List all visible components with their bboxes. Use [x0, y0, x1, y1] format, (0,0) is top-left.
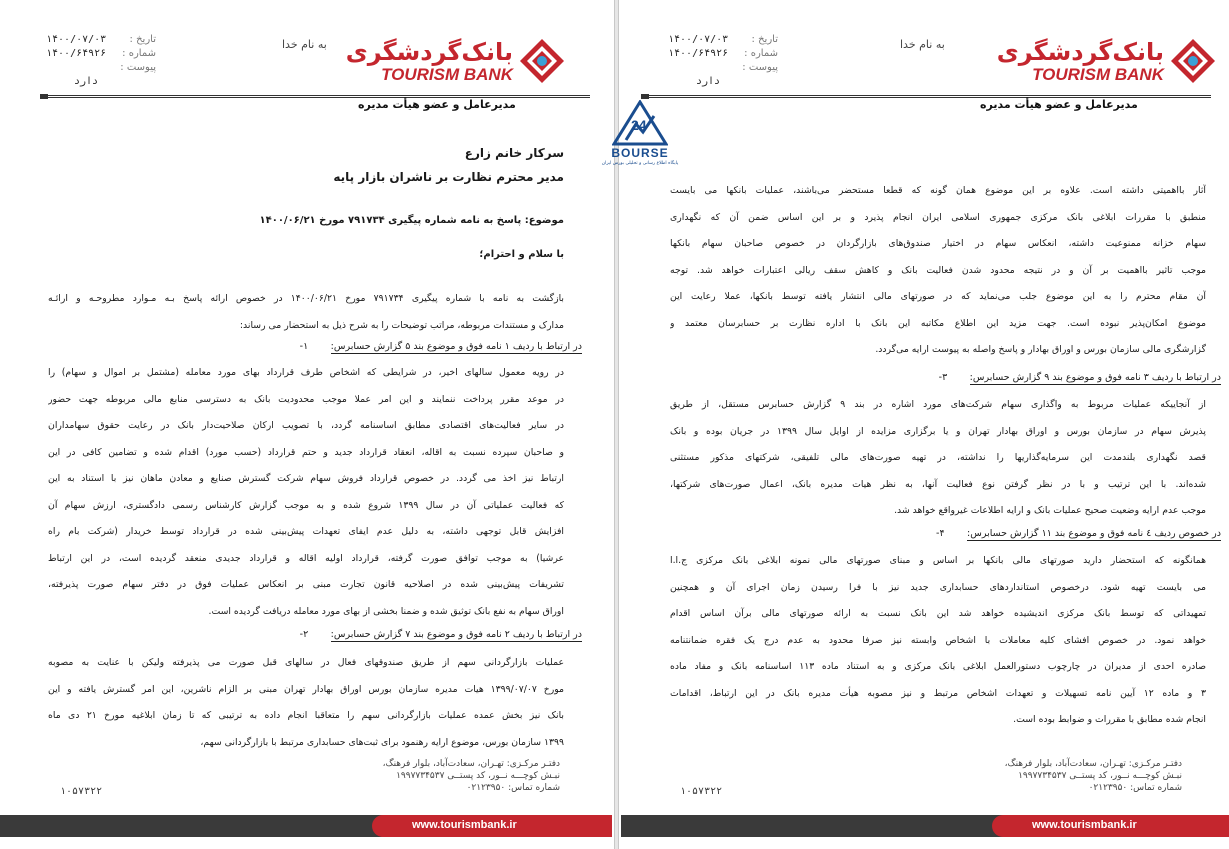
date-value: ۱۴۰۰/۰۷/۰۳: [668, 34, 729, 45]
date-label: تاریخ :: [751, 34, 778, 45]
svg-text:24: 24: [631, 117, 647, 133]
text-line: شده‌اند. با این ترتیب و با در نظر گرفتن نوع فعالیت آنها، به نظر هیات مدیره بانک، اعمال صورت‌های شرکتها،: [670, 478, 1206, 490]
footer-address: [350, 758, 560, 794]
text-line: افزایش قابل توجهی داشته، به دلیل عدم ایفای تعهدات پیش‌بینی شده در قرارداد توسط خریدار (شرکت بام راه: [48, 526, 564, 537]
letter-page-1: [0, 0, 612, 849]
text-line: و صاحبان سپرده نسبت به اقاله، انعقاد قرارداد جدید و حتم قرارداد (حسب مورد) اقدام شده و تضامین کافی در این: [48, 446, 564, 458]
text-line: آثار بااهمیتی داشته است. علاوه بر این موضوع همان گونه که قطعا مستحضر می‌باشند، عملیات بانکها می بایست: [670, 185, 1206, 196]
text-line: ارتباط نیز اخذ می گردد. در خصوص قرارداد فروش سهام شرکت گسترش صنایع و معادن ماهان نیز با استناد به این: [48, 473, 564, 484]
text-line: آن مقام محترم را به این موضوع جلب می‌نماید که در صورتهای مالی انتشار یافته توسط بانکها، عملا رعایت این: [670, 291, 1206, 302]
date-row: [46, 34, 156, 48]
document-number: ۱۰۵۷۳۲۲: [680, 786, 723, 797]
section-3-heading: [939, 372, 1221, 383]
section-4-heading: [936, 528, 1221, 539]
text-line: تشریفات پیش‌بینی شده در اصلاحیه قانون تجارت مبنی بر انعکاس عملیات فوق در دفتر سهام صورت پذیرفته،: [48, 579, 564, 590]
attachment-row: [668, 62, 778, 76]
section-2-title: در ارتباط با ردیف ۲ نامه فوق و موضوع بند ۷ گزارش حسابرس:: [330, 629, 582, 640]
document-number: ۱۰۵۷۳۲۲: [60, 786, 103, 797]
section-1-number: ۱-: [299, 341, 309, 352]
text-line: همانگونه که استحضار دارید صورتهای مالی بانکها بر اساس و مبنای صورتهای مالی نمونه ابلاغی بانک مرکزی ج.ا.ا: [670, 555, 1206, 566]
bank-name-english: TOURISM BANK: [381, 65, 513, 84]
text-line: صادره احدی از مدیران در چارچوب دستورالعمل ابلاغی بانک مرکزی و به استناد ماده ۱۱۳ اساسنامه بانک و مفاد ماده: [670, 661, 1206, 672]
attachment-row: [46, 62, 156, 76]
footer-bar: [621, 815, 1229, 837]
text-line: از آنجاییکه عملیات مربوط به واگذاری سهام شرکت‌های مورد اشاره در بند ۹ گزارش حسابرس مستقل، از طریق: [670, 399, 1206, 410]
section-2-heading: [300, 629, 582, 640]
bank-logo: [345, 38, 565, 86]
section-1-title: در ارتباط با ردیف ۱ نامه فوق و موضوع بند ۵ گزارش حسابرس:: [330, 341, 582, 352]
number-row: [46, 48, 156, 62]
text-line: قصد نگهداری بلندمدت این سرمایه‌گذاریها را نداشته، در تهیه صورت‌های مالی تلفیقی، شرکتهای مذکور مستثنی: [670, 452, 1206, 463]
tourism-bank-emblem-icon: [519, 38, 565, 84]
letter-page-2: [621, 0, 1229, 849]
section-2-body: [48, 650, 564, 756]
address-line: نبـش کوچـــه نــور، کد پستــی ۱۹۹۷۷۳۴۵۳۷: [1018, 771, 1182, 781]
text-line: سهام خزانه ممنوعیت داشته، انعکاس سهام در اختیار صندوق‌های بازارگردان در خصوص صاحبان سهام بانکها: [670, 238, 1206, 249]
footer-url-band: [372, 815, 612, 837]
number-value: ۱۴۰۰/۶۴۹۲۶: [668, 48, 729, 59]
footer-address: [972, 758, 1182, 794]
attachment-value: دارد: [696, 76, 721, 87]
section-3-number: ۳-: [938, 372, 948, 383]
date-label: تاریخ :: [129, 34, 156, 45]
bank-name-persian: بانک‌گردشگری: [345, 38, 513, 66]
number-value: ۱۴۰۰/۶۴۹۲۶: [46, 48, 107, 59]
text-line: گزارشگری مالی سازمان بورس و اوراق بهادار و پاسخ واصله به پیوست ارایه می‌گردد.: [875, 344, 1206, 355]
text-line: در موعد مقرر پرداخت ننمایند و این امر عملا موجب محدودیت بانک به دسترسی منابع مالی مربوطه جهت حضور: [48, 393, 564, 405]
text-line: تمهیداتی که توسط بانک مرکزی اندیشیده خواهد شد این بانک نسبت به ارائه صورتهای مالی برآن اساس اقدام: [670, 608, 1206, 619]
website-link[interactable]: www.tourismbank.ir: [412, 819, 517, 831]
text-line: انجام شده مطابق با مقررات و ضوابط بوده است.: [1013, 714, 1206, 725]
tourism-bank-emblem-icon: [1170, 38, 1216, 84]
text-line: عرشیا) به موجب توافق صورت گرفته، قرارداد اولیه اقاله و قرارداد جدیدی منعقد گردیده است، در این ارتباط: [48, 552, 564, 564]
bourse-logo-icon: [612, 100, 668, 146]
text-line: می بایست تهیه شود. درخصوص استانداردهای حسابداری جدید نیز با فرا رسیدن زمان اجرای آن و همچنین: [670, 581, 1206, 593]
footer-url-band: [992, 815, 1229, 837]
section-3-title: در ارتباط با ردیف ۳ نامه فوق و موضوع بند ۹ گزارش حسابرس:: [969, 372, 1221, 383]
text-line: عملیات بازارگردانی سهم از طریق صندوقهای فعال در سالهای قبل صورت می پذیرفته ولیکن با عنایت به مصوبه: [48, 657, 564, 668]
bank-name-english: TOURISM BANK: [1032, 65, 1164, 84]
text-line: در سایر فعالیت‌های اقتصادی مطابق اساسنامه گردد، با تصویب ارکان صلاحیت‌دار بانک در رعایت حقوق سهامداران: [48, 420, 564, 431]
attachment-label: پیوست :: [120, 62, 156, 73]
number-label: شماره :: [744, 48, 778, 59]
text-line: بانک نیز بخش عمده عملیات بازارگردانی سهم را متعاقبا انجام داده به ترتیبی که تا زمان ابلاغیه مورخ ۲۱ دی ماه: [48, 710, 564, 721]
text-line: مورخ ۱۳۹۹/۰۷/۰۷ هیات مدیره سازمان بورس اوراق بهادار تهران مبنی بر الزام ناشرین، این امر گسترش یافته و این: [48, 683, 564, 695]
section-4-title: در خصوص ردیف ٤ نامه فوق و موضوع بند ۱۱ گزارش حسابرس:: [967, 528, 1221, 539]
text-line: اوراق سهام به نفع بانک توثیق شده و ضمنا بخشی از بهای مورد معامله دریافت گردیده است.: [208, 605, 564, 617]
phone-line: شماره تماس: ۰۲۱۲۳۹۵۰: [1088, 783, 1182, 793]
basmala: به نام خدا: [900, 38, 945, 51]
text-line: بازگشت به نامه با شماره پیگیری ۷۹۱۷۳۴ مورخ ۱۴۰۰/۰۶/۲۱ در خصوص ارائه پاسخ بـه مـوارد مطروحـه و ارائـه: [48, 293, 564, 304]
bank-logo: [996, 38, 1216, 86]
footer-bar: [0, 815, 612, 837]
addressee-name: سرکار خانم زارع: [464, 146, 564, 160]
attachment-value: دارد: [74, 76, 99, 87]
date-value: ۱۴۰۰/۰۷/۰۳: [46, 34, 107, 45]
letter-meta: [668, 34, 778, 90]
text-line: ۳ و ماده ۱۲ آیین نامه تسهیلات و تعهدات اشخاص مرتبط و نیز مصوبه هیأت مدیره بانک در این ارتباط، اقدامات: [670, 687, 1206, 699]
phone-line: شماره تماس: ۰۲۱۲۳۹۵۰: [466, 783, 560, 793]
text-line: ۱۳۹۹ سازمان بورس، موضوع ارایه رهنمود برای ثبت‌های حسابداری مرتبط با بازارگردانی سهم،: [200, 736, 564, 748]
text-line: که فعالیت عملیاتی آن در سال ۱۳۹۹ شروع شده و به موجب گزارش کارشناس رسمی دادگستری، ارزش سهام آن: [48, 499, 564, 511]
address-line: دفتـر مرکـزی: تهـران، سعادت‌آباد، بلوار فرهنگ،: [382, 759, 560, 769]
addressee-title: مدیر محترم نظارت بر ناشران بازار پایه: [333, 170, 564, 184]
text-line: پذیرش سهام در سازمان بورس و اوراق بهادار تهران و یا برگزاری مزایده از اوایل سال ۱۳۹۹ در جریان بوده و بانک: [670, 425, 1206, 437]
text-line: در رویه معمول سالهای اخیر، در شرایطی که اشخاص طرف قرارداد بهای مورد معامله (مشتمل بر اموال و سهام) را: [48, 367, 564, 378]
address-line: نبـش کوچـــه نــور، کد پستــی ۱۹۹۷۷۳۴۵۳۷: [396, 771, 560, 781]
section-4-number: ۴-: [936, 528, 945, 539]
bourse-wordmark: BOURSE: [611, 146, 669, 160]
text-line: موجب عدم ارایه وضعیت صحیح عملیات بانک و ارایه اطلاعات غیرواقع خواهد شد.: [894, 505, 1206, 516]
letter-subject: موضوع: پاسخ به نامه شماره پیگیری ۷۹۱۷۳۴ مورخ ۱۴۰۰/۰۶/۲۱: [259, 215, 564, 226]
section-1-heading: [300, 341, 582, 352]
letter-greeting: با سلام و احترام؛: [479, 249, 564, 260]
text-line: موضوع امکان‌پذیر نبوده است. جهت مزید این اطلاع مکاتبه این بانک با اداره نظارت بر حسابرسان معتمد و: [670, 317, 1206, 329]
text-line: مدارک و مستندات مربوطه، مراتب توضیحات را به شرح ذیل به استحضار می رساند:: [239, 319, 564, 331]
letter-meta: [46, 34, 156, 90]
attachment-value-row: [46, 76, 156, 90]
address-line: دفتـر مرکـزی: تهـران، سعادت‌آباد، بلوار فرهنگ،: [1004, 759, 1182, 769]
intro-paragraph: [48, 286, 564, 339]
section-1-body: [48, 360, 564, 625]
section-3-body: [670, 392, 1206, 525]
continuation-paragraph: [670, 178, 1206, 364]
bank-name-persian: بانک‌گردشگری: [996, 38, 1164, 66]
number-label: شماره :: [122, 48, 156, 59]
bourse-watermark: [600, 100, 680, 178]
bourse-tagline: پایگاه اطلاع رسانی و تحلیلی بورس ایران: [601, 161, 679, 166]
date-row: [668, 34, 778, 48]
basmala: به نام خدا: [282, 38, 327, 51]
number-row: [668, 48, 778, 62]
text-line: منطبق با مقررات ابلاغی بانک مرکزی جمهوری اسلامی ایران انجام پذیرد و بر این اساس ضمن آن که نگهداری: [670, 211, 1206, 223]
website-link[interactable]: www.tourismbank.ir: [1032, 819, 1137, 831]
section-4-body: [670, 548, 1206, 734]
text-line: موجب تاثیر بااهمیت بر آن و در نتیجه محدود شدن فعالیت بانک و کاهش سقف ریالی اعتبارات خواهد شد. توجه: [670, 264, 1206, 276]
attachment-value-row: [668, 76, 778, 90]
text-line: خواهد نمود. در خصوص افشای کلیه معاملات با اشخاص وابسته نیز صرفا محدود به عدم درج یک فقره ضمانتنامه: [670, 634, 1206, 646]
section-2-number: ۲-: [299, 629, 309, 640]
signer-role: مدیرعامل و عضو هیأت مدیره: [358, 98, 516, 111]
signer-role: مدیرعامل و عضو هیأت مدیره: [980, 98, 1138, 111]
attachment-label: پیوست :: [742, 62, 778, 73]
